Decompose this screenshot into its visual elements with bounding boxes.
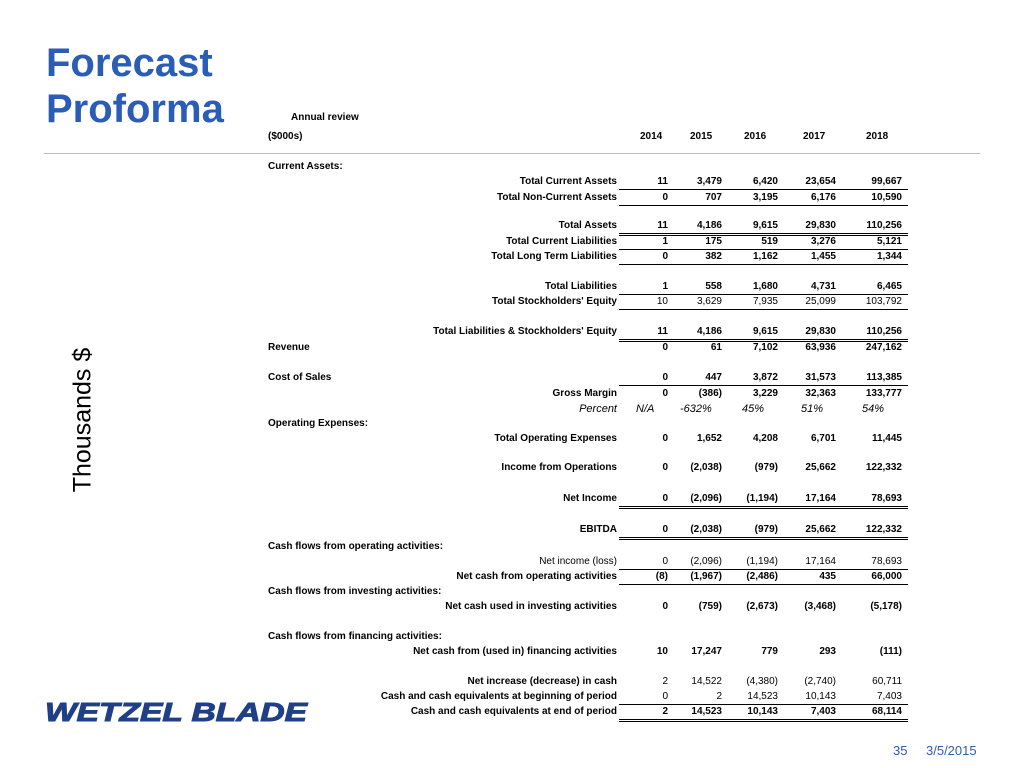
cell-2014: 2 — [662, 706, 668, 717]
table-row — [268, 250, 908, 264]
cell-2014: N/A — [636, 403, 655, 415]
section-label: Current Assets: — [268, 161, 343, 172]
cell-2017: 6,701 — [810, 433, 836, 444]
cell-2015: (2,096) — [690, 556, 722, 567]
cell-2017: 32,363 — [805, 388, 836, 399]
section-label: Revenue — [268, 342, 310, 353]
title-line-1: Forecast — [46, 41, 213, 85]
table-row — [268, 645, 908, 659]
cell-2014: 0 — [662, 462, 668, 473]
cell-2016: (2,673) — [746, 601, 778, 612]
cell-2015: 4,186 — [696, 220, 722, 231]
cell-2014: 0 — [662, 524, 668, 535]
cell-2015: -632% — [680, 403, 712, 415]
row-label: Total Liabilities & Stockholders' Equity — [433, 326, 617, 337]
cell-2017: 10,143 — [805, 691, 836, 702]
row-underline — [619, 309, 908, 310]
table-row — [268, 387, 908, 401]
cell-2018: 78,693 — [871, 493, 902, 504]
table-row — [268, 402, 908, 416]
cell-2014: 10 — [656, 296, 668, 307]
cell-2016: 14,523 — [747, 691, 778, 702]
slide-title — [46, 40, 224, 132]
cell-2014: 1 — [662, 281, 668, 292]
cell-2015: 175 — [705, 236, 722, 247]
cell-2017: 293 — [819, 646, 836, 657]
cell-2017: (3,468) — [804, 601, 836, 612]
year-header-2014: 2014 — [640, 131, 663, 142]
cell-2016: 10,143 — [747, 706, 778, 717]
cell-2015: (2,038) — [690, 524, 722, 535]
cell-2015: 14,522 — [691, 676, 722, 687]
cell-2014: 10 — [656, 646, 668, 657]
cell-2015: 14,523 — [691, 706, 722, 717]
cell-2018: 60,711 — [872, 676, 902, 687]
cell-2014: 0 — [662, 433, 668, 444]
cell-2017: 23,654 — [805, 176, 836, 187]
row-label: Gross Margin — [552, 388, 617, 399]
row-label: Total Stockholders' Equity — [492, 296, 617, 307]
cell-2017: 435 — [819, 571, 836, 582]
table-row — [268, 675, 908, 689]
cell-2018: 99,667 — [871, 176, 902, 187]
cell-2016: 4,208 — [752, 433, 778, 444]
cell-2014: 0 — [662, 493, 668, 504]
cell-2018: 78,693 — [871, 556, 902, 567]
table-row — [268, 219, 908, 233]
cell-2014: 0 — [662, 601, 668, 612]
cell-2017: 25,662 — [805, 462, 836, 473]
cell-2015: 3,629 — [696, 296, 722, 307]
cell-2018: 122,332 — [865, 524, 902, 535]
cell-2018: 1,344 — [876, 251, 902, 262]
cell-2014: 0 — [662, 372, 668, 383]
row-label: Income from Operations — [501, 462, 617, 473]
cell-2018: (5,178) — [870, 601, 902, 612]
row-label: Cash and cash equivalents at end of period — [410, 706, 617, 717]
header-divider — [44, 153, 980, 154]
cell-2018: 110,256 — [866, 326, 902, 337]
page-number: 35 — [893, 743, 908, 758]
cell-2015: 17,247 — [691, 646, 722, 657]
cell-2017: 29,830 — [805, 326, 836, 337]
cell-2018: 122,332 — [865, 462, 902, 473]
cell-2015: (759) — [698, 601, 722, 612]
cell-2016: 9,615 — [752, 220, 778, 231]
row-label: Total Non-Current Assets — [496, 192, 617, 203]
cell-2016: 1,680 — [752, 281, 778, 292]
cell-2016: (1,194) — [746, 556, 778, 567]
cell-2016: 45% — [742, 403, 765, 415]
cell-2015: (1,967) — [690, 571, 722, 582]
row-label: Net cash from (used in) financing activities — [413, 646, 617, 657]
table-row — [268, 705, 908, 719]
table-row — [268, 191, 908, 205]
cell-2016: 3,195 — [752, 192, 778, 203]
row-underline — [619, 385, 908, 386]
year-header-2018: 2018 — [866, 131, 889, 142]
cell-2016: (4,380) — [746, 676, 778, 687]
row-label: Total Assets — [558, 220, 617, 231]
cell-2015: (2,038) — [690, 462, 722, 473]
cell-2018: 10,590 — [871, 192, 902, 203]
row-double-underline — [619, 719, 908, 722]
table-row — [268, 540, 908, 554]
cell-2017: (2,740) — [804, 676, 836, 687]
cell-2015: 2 — [716, 691, 722, 702]
cell-2018: 6,465 — [876, 281, 902, 292]
cell-2018: 66,000 — [871, 571, 902, 582]
year-header-2015: 2015 — [690, 131, 713, 142]
title-line-2: Proforma — [46, 87, 224, 131]
row-label: Total Liabilities — [544, 281, 617, 292]
cell-2017: 25,662 — [805, 524, 836, 535]
row-label: Total Operating Expenses — [494, 433, 617, 444]
cell-2015: 1,652 — [696, 433, 722, 444]
cell-2015: 4,186 — [696, 326, 722, 337]
wetzel-blade-logo — [44, 700, 309, 724]
row-label: Total Long Term Liabilities — [491, 251, 617, 262]
logo-text: WETZEL BLADE — [45, 700, 308, 724]
cell-2016: (1,194) — [746, 493, 778, 504]
cell-2014: 0 — [662, 388, 668, 399]
cell-2016: 519 — [761, 236, 778, 247]
row-label: Net increase (decrease) in cash — [467, 676, 617, 687]
table-row — [268, 175, 908, 189]
cell-2017: 25,099 — [805, 296, 836, 307]
cell-2018: 103,792 — [865, 296, 902, 307]
section-label: Cash flows from investing activities: — [268, 586, 442, 597]
row-underline — [619, 264, 908, 265]
cell-2016: (2,486) — [746, 571, 778, 582]
slide-date: 3/5/2015 — [926, 743, 977, 758]
cell-2014: 2 — [662, 676, 668, 687]
cell-2016: 779 — [761, 646, 778, 657]
table-row — [268, 492, 908, 506]
section-label: Cash flows from operating activities: — [268, 541, 444, 552]
table-row — [268, 555, 908, 569]
cell-2014: 0 — [662, 556, 668, 567]
cell-2014: 11 — [657, 220, 668, 231]
unit-label: ($000s) — [268, 131, 303, 142]
cell-2017: 6,176 — [810, 192, 836, 203]
cell-2017: 7,403 — [810, 706, 836, 717]
cell-2016: (979) — [754, 462, 778, 473]
table-row — [268, 371, 908, 385]
row-label: Net cash used in investing activities — [445, 601, 617, 612]
cell-2017: 17,164 — [805, 556, 836, 567]
row-label: Net cash from operating activities — [456, 571, 617, 582]
cell-2017: 17,164 — [805, 493, 836, 504]
row-label: Cash and cash equivalents at beginning of period — [380, 691, 617, 702]
cell-2014: 11 — [657, 176, 668, 187]
cell-2018: 247,162 — [865, 342, 902, 353]
cell-2014: 0 — [662, 192, 668, 203]
section-label: Cash flows from financing activities: — [268, 631, 442, 642]
cell-2015: 447 — [705, 372, 722, 383]
cell-2017: 1,455 — [810, 251, 836, 262]
cell-2018: 110,256 — [866, 220, 902, 231]
table-header-row — [268, 131, 908, 145]
cell-2016: 6,420 — [752, 176, 778, 187]
cell-2017: 31,573 — [805, 372, 836, 383]
cell-2014: 1 — [662, 236, 668, 247]
table-row — [268, 160, 908, 174]
cell-2016: 9,615 — [752, 326, 778, 337]
cell-2014: 0 — [662, 342, 668, 353]
cell-2014: 0 — [662, 691, 668, 702]
row-label: Percent — [579, 403, 617, 415]
y-axis-label: Thousands $ — [68, 347, 97, 493]
table-row — [268, 461, 908, 475]
cell-2018: 5,121 — [876, 236, 902, 247]
cell-2017: 3,276 — [810, 236, 836, 247]
cell-2016: 7,935 — [752, 296, 778, 307]
row-label: Net income (loss) — [539, 556, 617, 567]
cell-2014: 0 — [662, 251, 668, 262]
table-row — [268, 417, 908, 431]
table-row — [268, 295, 908, 309]
section-label: Cost of Sales — [268, 372, 332, 383]
cell-2016: (979) — [754, 524, 778, 535]
year-header-2017: 2017 — [803, 131, 826, 142]
cell-2018: 68,114 — [871, 706, 902, 717]
row-underline — [619, 189, 908, 190]
cell-2018: (111) — [879, 646, 902, 657]
cell-2016: 7,102 — [752, 342, 778, 353]
cell-2015: 382 — [705, 251, 722, 262]
table-row — [268, 690, 908, 704]
table-row — [268, 341, 908, 355]
cell-2018: 11,445 — [871, 433, 902, 444]
cell-2016: 3,229 — [752, 388, 778, 399]
cell-2017: 51% — [801, 403, 824, 415]
cell-2015: (386) — [698, 388, 722, 399]
table-row — [268, 570, 908, 584]
cell-2015: (2,096) — [690, 493, 722, 504]
row-label: Total Current Assets — [519, 176, 617, 187]
table-row — [268, 600, 908, 614]
cell-2017: 29,830 — [805, 220, 836, 231]
year-header-2016: 2016 — [744, 131, 767, 142]
row-label: Net Income — [563, 493, 617, 504]
cell-2018: 113,385 — [866, 372, 902, 383]
cell-2015: 558 — [705, 281, 722, 292]
cell-2016: 3,872 — [752, 372, 778, 383]
cell-2015: 61 — [710, 342, 722, 353]
cell-2015: 3,479 — [696, 176, 722, 187]
row-label: EBITDA — [579, 524, 617, 535]
row-underline — [619, 205, 908, 206]
table-row — [268, 523, 908, 537]
cell-2014: 11 — [657, 326, 668, 337]
table-row — [268, 432, 908, 446]
cell-2018: 7,403 — [876, 691, 902, 702]
cell-2018: 54% — [862, 403, 885, 415]
table-row — [268, 585, 908, 599]
cell-2014: (8) — [655, 571, 668, 582]
row-label: Total Current Liabilities — [506, 236, 617, 247]
cell-2017: 4,731 — [810, 281, 836, 292]
cell-2016: 1,162 — [752, 251, 778, 262]
row-double-underline — [619, 506, 908, 509]
table-row — [268, 325, 908, 339]
cell-2017: 63,936 — [805, 342, 836, 353]
table-caption: Annual review — [291, 112, 359, 123]
table-row — [268, 280, 908, 294]
table-row — [268, 235, 908, 249]
section-label: Operating Expenses: — [268, 418, 369, 429]
table-row — [268, 630, 908, 644]
cell-2015: 707 — [705, 192, 722, 203]
cell-2018: 133,777 — [865, 388, 902, 399]
